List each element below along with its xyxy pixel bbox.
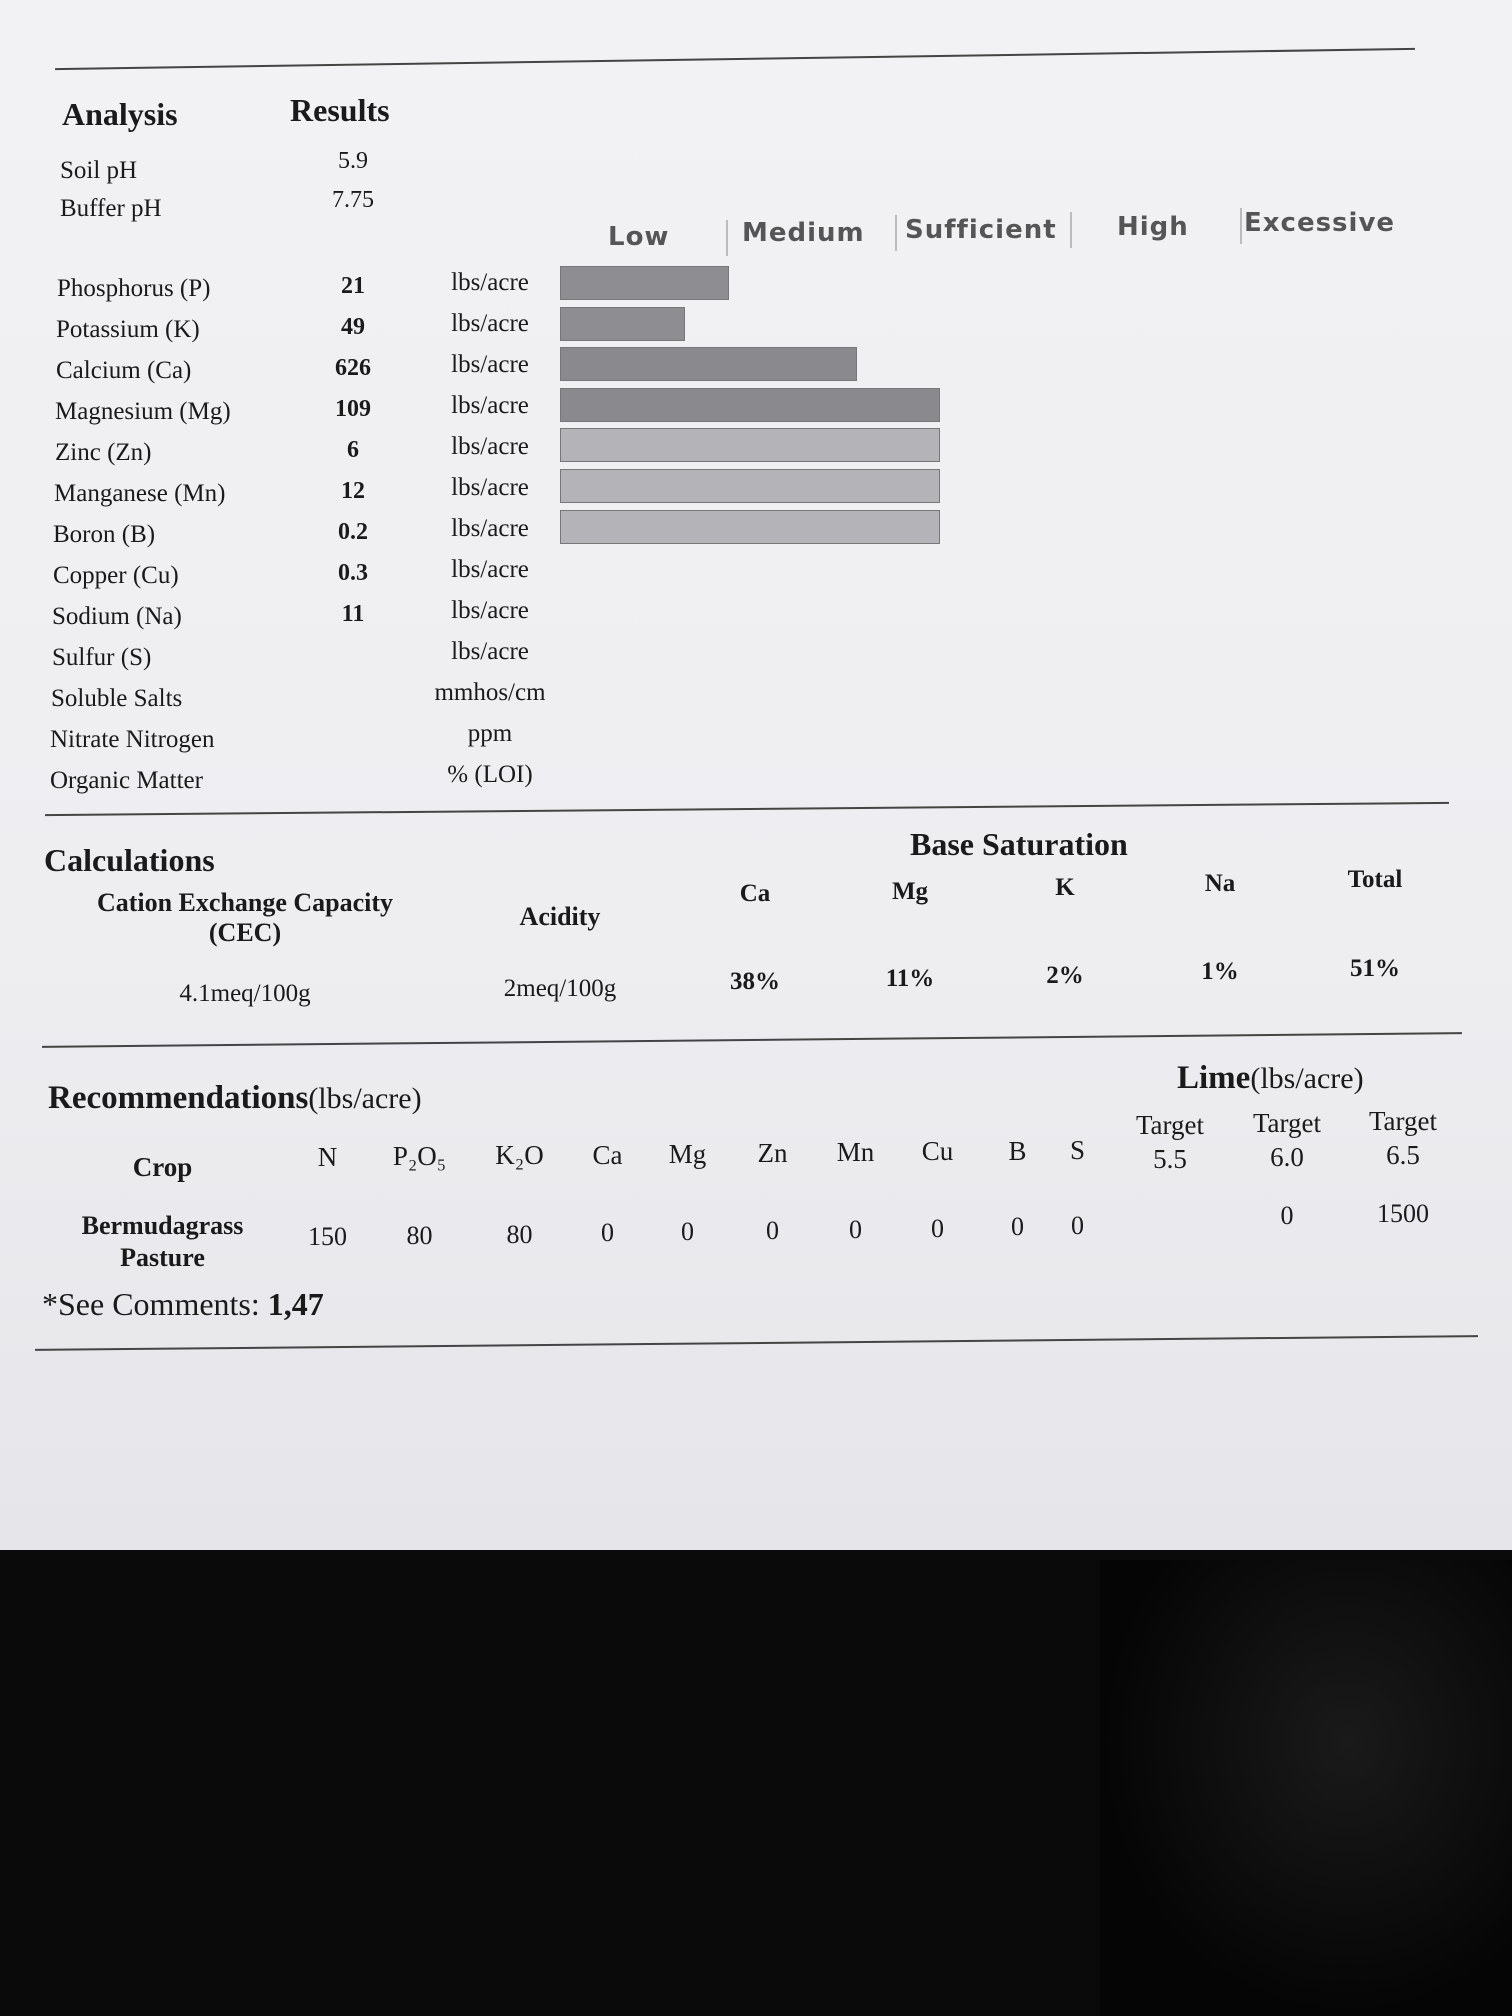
nutrient-value: 0.3	[338, 560, 368, 586]
lime-label: Lime	[1177, 1060, 1251, 1096]
nutrient-recommendation: 80	[506, 1220, 533, 1249]
recommendations-units: (lbs/acre)	[308, 1082, 422, 1115]
nutrient-unit: lbs/acre	[451, 392, 529, 419]
base-saturation-value: 11%	[885, 965, 935, 992]
background-shadow	[1100, 1560, 1512, 2016]
cec-header-line1: Cation Exchange Capacity	[96, 888, 394, 917]
nutrient-level-bar	[560, 428, 940, 462]
nutrient-value: 0.2	[338, 519, 368, 545]
calculations-divider	[42, 1032, 1462, 1048]
nutrient-value: 49	[341, 314, 365, 340]
nutrient-label: Organic Matter	[50, 767, 203, 794]
nutrient-header: Cu	[921, 1136, 954, 1166]
nutrient-unit: lbs/acre	[451, 310, 529, 337]
nutrient-unit: % (LOI)	[447, 761, 533, 788]
comments-value: 1,47	[267, 1286, 324, 1322]
lime-units: (lbs/acre)	[1250, 1062, 1364, 1095]
nutrient-label: Copper (Cu)	[53, 562, 179, 589]
nutrient-recommendation: 0	[601, 1218, 614, 1247]
rating-label: Low	[608, 222, 670, 252]
nutrient-header: Mg	[668, 1139, 707, 1169]
nutrient-value: 109	[335, 396, 371, 422]
nutrient-unit: ppm	[467, 720, 513, 747]
ph-value: 7.75	[332, 187, 374, 213]
crop-name-line2: Pasture	[120, 1243, 205, 1272]
base-saturation-header: Ca	[739, 880, 771, 907]
nutrient-header: N	[317, 1142, 338, 1172]
cec-header	[70, 888, 420, 948]
nutrient-header: B	[1008, 1136, 1027, 1166]
lime-target-header-line1: Target	[1368, 1106, 1438, 1136]
nutrient-value: 6	[347, 437, 359, 463]
nutrient-label: Boron (B)	[53, 521, 156, 548]
base-saturation-header: Total	[1347, 866, 1403, 893]
base-saturation-value: 38%	[730, 968, 780, 995]
top-divider	[55, 48, 1415, 70]
results-header: Results	[290, 92, 390, 128]
base-saturation-title: Base Saturation	[910, 826, 1128, 862]
comments-prefix: *See Comments:	[42, 1286, 268, 1322]
cec-header-line2: (CEC)	[208, 918, 282, 947]
nutrient-label: Soluble Salts	[51, 685, 183, 712]
rating-separator	[1240, 208, 1242, 244]
ph-label: Soil pH	[60, 157, 138, 184]
acidity-header: Acidity	[519, 902, 601, 931]
nutrient-level-bar	[560, 347, 857, 381]
nutrient-recommendation: 0	[1011, 1212, 1024, 1241]
lime-recommendation: 0	[1280, 1201, 1294, 1230]
nutrient-label: Sulfur (S)	[52, 644, 152, 671]
nutrient-label: Manganese (Mn)	[54, 480, 226, 507]
crop-name-line1: Bermudagrass	[81, 1211, 244, 1240]
base-saturation-value: 51%	[1350, 955, 1400, 982]
nutrient-recommendation: 0	[681, 1217, 694, 1246]
nutrient-header: K₂O	[495, 1140, 544, 1170]
nutrient-label: Magnesium (Mg)	[55, 398, 231, 425]
rating-label: Excessive	[1244, 208, 1396, 238]
nutrient-unit: lbs/acre	[451, 351, 529, 378]
nutrient-value: 21	[341, 273, 365, 299]
nutrient-label: Potassium (K)	[56, 316, 200, 343]
rating-label: High	[1117, 212, 1189, 242]
nutrient-label: Sodium (Na)	[52, 603, 182, 630]
nutrient-recommendation: 0	[849, 1215, 862, 1244]
nutrient-header: Ca	[592, 1140, 623, 1170]
lime-target-header-line1: Target	[1252, 1108, 1322, 1138]
nutrient-unit: lbs/acre	[451, 433, 529, 460]
lime-target-header-line2: 5.5	[1153, 1144, 1187, 1174]
calculations-title: Calculations	[44, 842, 215, 878]
base-saturation-value: 2%	[1046, 962, 1084, 989]
rating-separator	[726, 220, 728, 256]
nutrient-recommendation: 150	[308, 1222, 347, 1251]
rating-separator	[1070, 212, 1072, 248]
nutrient-header: Mn	[836, 1137, 875, 1167]
nutrient-recommendation: 0	[766, 1216, 779, 1245]
nutrient-label: Nitrate Nitrogen	[50, 726, 215, 753]
nutrient-level-bar	[560, 469, 940, 503]
nutrient-header: S	[1069, 1135, 1086, 1165]
nutrient-unit: lbs/acre	[451, 597, 529, 624]
rating-label: Medium	[742, 218, 865, 248]
base-saturation-value: 1%	[1201, 958, 1239, 985]
base-saturation-header: Mg	[891, 878, 929, 905]
recommendations-label: Recommendations	[48, 1080, 309, 1116]
base-saturation-header: Na	[1204, 870, 1236, 897]
lime-target-header-line1: Target	[1135, 1110, 1205, 1140]
nutrient-level-bar	[560, 307, 685, 341]
nutrient-recommendation: 80	[406, 1221, 433, 1250]
nutrient-level-bar	[560, 266, 729, 300]
nutrient-value: 11	[341, 601, 365, 627]
lime-recommendation: 1500	[1377, 1199, 1429, 1228]
nutrient-level-bar	[560, 510, 940, 544]
analysis-header: Analysis	[62, 96, 178, 132]
analysis-divider	[45, 802, 1449, 816]
ph-label: Buffer pH	[60, 195, 162, 222]
ph-value: 5.9	[338, 148, 368, 174]
nutrient-label: Zinc (Zn)	[55, 439, 152, 466]
lime-target-header-line2: 6.5	[1386, 1140, 1420, 1170]
nutrient-recommendation: 0	[1071, 1211, 1084, 1240]
rating-label: Sufficient	[905, 215, 1057, 245]
nutrient-unit: lbs/acre	[451, 638, 529, 665]
crop-header: Crop	[132, 1152, 193, 1182]
crop-name	[60, 1210, 265, 1274]
see-comments	[42, 1286, 324, 1323]
nutrient-header: P₂O₅	[392, 1141, 447, 1171]
nutrient-value: 12	[341, 478, 365, 504]
base-saturation-header: K	[1055, 874, 1075, 901]
lime-target-header-line2: 6.0	[1270, 1142, 1304, 1172]
nutrient-unit: mmhos/cm	[434, 679, 546, 706]
nutrient-unit: lbs/acre	[451, 515, 529, 542]
nutrient-label: Phosphorus (P)	[57, 275, 211, 302]
recommendations-title	[48, 1080, 422, 1117]
rating-separator	[895, 215, 897, 251]
nutrient-header: Zn	[757, 1138, 788, 1168]
bottom-divider	[35, 1335, 1478, 1351]
cec-value: 4.1meq/100g	[179, 980, 311, 1007]
nutrient-level-bar	[560, 388, 940, 422]
nutrient-value: 626	[335, 355, 371, 381]
nutrient-unit: lbs/acre	[451, 556, 529, 583]
nutrient-label: Calcium (Ca)	[56, 357, 192, 384]
nutrient-recommendation: 0	[931, 1214, 944, 1243]
nutrient-unit: lbs/acre	[451, 474, 529, 501]
nutrient-unit: lbs/acre	[451, 269, 529, 296]
acidity-value: 2meq/100g	[503, 975, 617, 1002]
lime-title	[1177, 1060, 1364, 1097]
